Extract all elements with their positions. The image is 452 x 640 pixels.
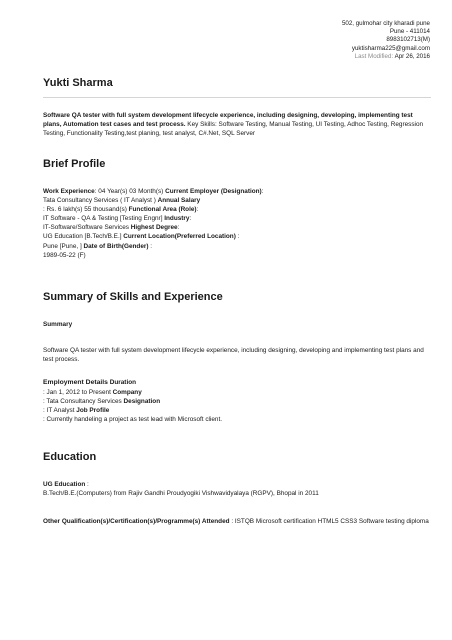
ug-education: [43, 480, 433, 498]
ug-label: UG Education: [43, 481, 86, 488]
brief-profile-body: [43, 187, 433, 260]
duration-row: [43, 388, 433, 397]
employment-label: Employment Details: [43, 379, 108, 386]
employer-value: Tata Consultancy Services ( IT Analyst ): [43, 197, 156, 205]
work-exp-value: : 04 Year(s) 03 Month(s): [94, 188, 164, 195]
phone-line: 8983102713(M): [386, 36, 430, 44]
skills-title: Summary of Skills and Experience: [43, 291, 223, 303]
other-qualifications: [43, 517, 433, 526]
degree-label: Highest Degree: [130, 224, 178, 232]
degree-sep: :: [177, 224, 180, 232]
dob-sep: :: [148, 242, 153, 250]
summary-label: Summary: [43, 321, 73, 328]
func-area-row: [43, 214, 433, 223]
salary-value: : Rs. 6 lakh(s) 55 thousand(s): [43, 206, 127, 214]
education-title: Education: [43, 451, 97, 463]
address-line: 502, gulmohar city kharadi pune: [341, 20, 430, 27]
employment-details: [43, 378, 433, 424]
func-area-sep: :: [196, 206, 199, 214]
company-label: Company: [112, 388, 142, 396]
industry-row: [43, 223, 433, 232]
ug-sep: :: [85, 481, 89, 488]
company-value: : Tata Consultancy Services: [43, 397, 122, 405]
headline-normal: Key Skills: Software Testing, Manual Testing, UI Testing, Adhoc Testing, Regression Testing, Functionality Testing,test planing, test analyst, C#.Net, SQL Server: [43, 121, 424, 138]
dob-row: 1989-05-22 (F): [43, 251, 86, 259]
location-label: Current Location(Preferred Location): [123, 233, 236, 241]
location-sep: :: [235, 233, 240, 241]
dob-label: Date of Birth(Gender): [83, 242, 149, 250]
salary-row: [43, 205, 433, 214]
employer-row: [43, 196, 433, 205]
ug-label-row: [43, 480, 433, 489]
employment-heading-row: [43, 378, 433, 388]
salary-label: Annual Salary: [157, 197, 201, 205]
brief-profile-title: Brief Profile: [43, 158, 106, 170]
degree-row: [43, 232, 433, 241]
summary-text: Software QA tester with full system development lifecycle experience, including designing, developing and implementing test plans and test process.: [43, 347, 424, 364]
location-row: [43, 242, 433, 251]
last-modified-value: Apr 26, 2016: [394, 52, 430, 60]
location-value: Pune [Pune, ]: [43, 242, 82, 250]
duration-value: : Jan 1, 2012 to Present: [43, 388, 111, 396]
contact-block: [230, 20, 430, 61]
ug-value: B.Tech/B.E.(Computers) from Rajiv Gandhi Proudyogiki Vishwavidyalaya (RGPV), Bhopal in 2011: [43, 490, 319, 498]
func-area-label: Functional Area (Role): [128, 206, 197, 214]
func-area-value: IT Software - QA & Testing [Testing Engnr]: [43, 215, 163, 223]
industry-value: IT-Software/Software Services: [43, 224, 129, 232]
designation-row: [43, 406, 433, 415]
designation-value: : IT Analyst: [43, 406, 75, 414]
job-profile-row: : Currently handeling a project as test lead with Microsoft client.: [43, 415, 223, 423]
work-exp-label: Work Experience: [43, 188, 95, 195]
last-modified-label: Last Modified:: [354, 52, 394, 60]
other-value: : ISTQB Microsoft certification HTML5 CSS3 Software testing diploma: [229, 518, 429, 525]
industry-label: Industry: [164, 215, 190, 223]
employer-sep: :: [261, 188, 264, 195]
company-row: [43, 397, 433, 406]
job-profile-label: Job Profile: [76, 406, 110, 414]
other-label: Other Qualification(s)/Certification(s)/Programme(s) Attended: [43, 518, 230, 525]
candidate-name: Yukti Sharma: [43, 76, 431, 98]
last-modified: [230, 53, 430, 61]
degree-value: UG Education [B.Tech/B.E.]: [43, 233, 122, 241]
headline: [43, 111, 433, 138]
industry-sep: :: [189, 215, 192, 223]
employer-label: Current Employer (Designation): [165, 188, 262, 195]
city-line: Pune - 411014: [389, 28, 430, 36]
work-experience-row: [43, 187, 433, 196]
email-line[interactable]: yuktisharma225@gmail.com: [351, 44, 430, 52]
duration-label: Duration: [109, 379, 137, 386]
headline-bold: Software QA tester with full system development lifecycle experience, including designing, developing, implementing test plans, Automation test cases and test process.: [43, 112, 413, 129]
designation-label: Designation: [123, 397, 161, 405]
